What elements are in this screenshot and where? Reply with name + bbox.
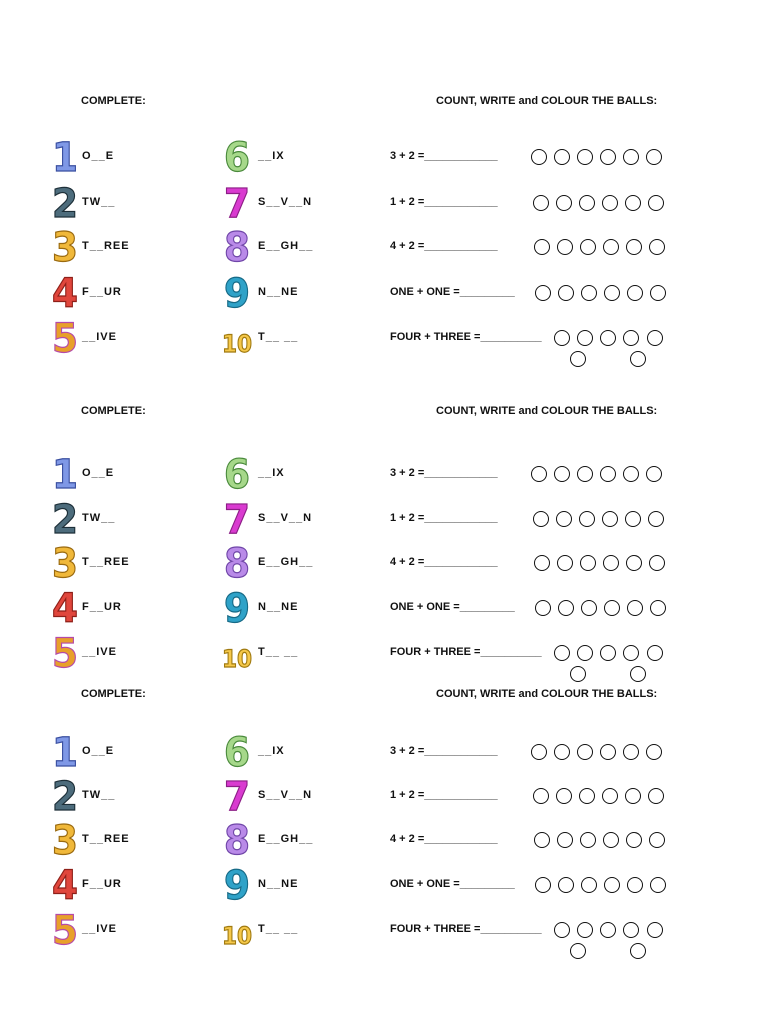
number-two-icon [50,774,80,820]
colouring-ball[interactable] [650,285,666,301]
svg-text:8: 8 [224,818,250,864]
colouring-ball[interactable] [603,239,619,255]
svg-text:1: 1 [52,135,78,181]
svg-text:7: 7 [224,774,250,820]
svg-text:8: 8 [224,541,250,587]
number-nine-icon [222,863,252,909]
addition-problem[interactable]: ONE + ONE =_________ [390,601,515,613]
missing-letter-word[interactable]: T__ __ [258,923,299,935]
colouring-ball[interactable] [570,666,586,682]
svg-text:3: 3 [52,818,78,864]
colouring-ball[interactable] [556,788,572,804]
worksheet-section [0,95,768,395]
colouring-ball[interactable] [623,645,639,661]
colouring-ball[interactable] [531,466,547,482]
colouring-ball[interactable] [650,600,666,616]
svg-text:9: 9 [224,271,250,317]
colouring-ball[interactable] [554,466,570,482]
number-nine-icon [222,271,252,317]
colouring-ball[interactable] [581,600,597,616]
svg-text:9: 9 [224,586,250,632]
colouring-ball[interactable] [533,511,549,527]
colouring-ball[interactable] [649,832,665,848]
colouring-ball[interactable] [577,149,593,165]
missing-letter-word[interactable]: F__UR [82,601,122,613]
missing-letter-word[interactable]: E__GH__ [258,833,314,845]
colouring-ball[interactable] [557,239,573,255]
colouring-ball[interactable] [627,600,643,616]
missing-letter-word[interactable]: T__REE [82,833,130,845]
worksheet-section [0,688,768,988]
number-five-icon [50,631,80,677]
colouring-ball[interactable] [623,330,639,346]
colouring-ball[interactable] [602,195,618,211]
svg-text:7: 7 [224,181,250,227]
missing-letter-word[interactable]: TW__ [82,512,116,524]
colouring-ball[interactable] [556,511,572,527]
missing-letter-word[interactable]: N__NE [258,878,299,890]
number-eight-icon [222,818,252,864]
number-seven-icon [222,774,252,820]
colouring-ball[interactable] [581,877,597,893]
colouring-ball[interactable] [602,788,618,804]
svg-text:5: 5 [52,908,78,954]
colouring-ball[interactable] [554,645,570,661]
number-three-icon [50,818,80,864]
colouring-ball[interactable] [623,922,639,938]
colouring-ball[interactable] [600,645,616,661]
colouring-ball[interactable] [535,877,551,893]
svg-text:4: 4 [52,863,78,909]
missing-letter-word[interactable]: E__GH__ [258,240,314,252]
colouring-ball[interactable] [577,922,593,938]
colouring-ball[interactable] [556,195,572,211]
colouring-ball[interactable] [570,351,586,367]
colouring-ball[interactable] [600,744,616,760]
number-ten-icon [222,318,252,358]
missing-letter-word[interactable]: E__GH__ [258,556,314,568]
missing-letter-word[interactable]: __IX [258,467,285,479]
number-eight-icon [222,541,252,587]
svg-text:3: 3 [52,541,78,587]
missing-letter-word[interactable]: T__ __ [258,646,299,658]
worksheet-section [0,405,768,705]
colouring-ball[interactable] [581,285,597,301]
number-three-icon [50,541,80,587]
number-four-icon [50,863,80,909]
number-seven-icon [222,497,252,543]
svg-text:3: 3 [52,225,78,271]
colouring-ball[interactable] [630,666,646,682]
colouring-ball[interactable] [531,149,547,165]
number-six-icon [222,730,252,776]
colouring-ball[interactable] [647,922,663,938]
addition-problem[interactable]: 3 + 2 =____________ [390,467,498,479]
svg-text:2: 2 [52,774,78,820]
colouring-ball[interactable] [554,922,570,938]
colouring-ball[interactable] [558,877,574,893]
colouring-ball[interactable] [600,466,616,482]
number-nine-icon [222,586,252,632]
colouring-ball[interactable] [534,555,550,571]
colouring-ball[interactable] [558,285,574,301]
colouring-ball[interactable] [579,511,595,527]
missing-letter-word[interactable]: S__V__N [258,512,313,524]
colouring-ball[interactable] [580,555,596,571]
svg-text:6: 6 [224,452,250,498]
svg-text:5: 5 [52,631,78,677]
colouring-ball[interactable] [630,943,646,959]
colouring-ball[interactable] [646,744,662,760]
addition-problem[interactable]: ONE + ONE =_________ [390,878,515,890]
colouring-ball[interactable] [600,922,616,938]
colouring-ball[interactable] [533,788,549,804]
count-write-colour-heading: COUNT, WRITE and COLOUR THE BALLS: [436,405,658,417]
colouring-ball[interactable] [604,285,620,301]
colouring-ball[interactable] [623,466,639,482]
svg-text:10: 10 [222,330,252,358]
number-seven-icon [222,181,252,227]
number-two-icon [50,181,80,227]
missing-letter-word[interactable]: __IVE [82,331,117,343]
colouring-ball[interactable] [579,788,595,804]
complete-heading: COMPLETE: [81,95,146,107]
number-two-icon [50,497,80,543]
number-five-icon [50,316,80,362]
colouring-ball[interactable] [558,600,574,616]
colouring-ball[interactable] [648,788,664,804]
missing-letter-word[interactable]: N__NE [258,286,299,298]
colouring-ball[interactable] [626,239,642,255]
svg-text:1: 1 [52,730,78,776]
svg-text:5: 5 [52,316,78,362]
colouring-ball[interactable] [554,149,570,165]
colouring-ball[interactable] [623,149,639,165]
colouring-ball[interactable] [603,832,619,848]
addition-problem[interactable]: 1 + 2 =____________ [390,789,498,801]
colouring-ball[interactable] [627,877,643,893]
addition-problem[interactable]: 4 + 2 =____________ [390,556,498,568]
count-write-colour-heading: COUNT, WRITE and COLOUR THE BALLS: [436,95,658,107]
missing-letter-word[interactable]: O__E [82,150,115,162]
colouring-ball[interactable] [648,195,664,211]
colouring-ball[interactable] [649,239,665,255]
colouring-ball[interactable] [577,744,593,760]
colouring-ball[interactable] [533,195,549,211]
addition-problem[interactable]: 3 + 2 =____________ [390,745,498,757]
addition-problem[interactable]: ONE + ONE =_________ [390,286,515,298]
number-four-icon [50,586,80,632]
svg-text:10: 10 [222,645,252,673]
number-four-icon [50,271,80,317]
svg-text:4: 4 [52,586,78,632]
colouring-ball[interactable] [625,511,641,527]
colouring-ball[interactable] [650,877,666,893]
complete-heading: COMPLETE: [81,688,146,700]
colouring-ball[interactable] [646,466,662,482]
colouring-ball[interactable] [554,744,570,760]
svg-text:6: 6 [224,730,250,776]
addition-problem[interactable]: 4 + 2 =____________ [390,240,498,252]
colouring-ball[interactable] [580,832,596,848]
colouring-ball[interactable] [625,195,641,211]
colouring-ball[interactable] [577,645,593,661]
colouring-ball[interactable] [602,511,618,527]
number-six-icon [222,135,252,181]
colouring-ball[interactable] [625,788,641,804]
missing-letter-word[interactable]: O__E [82,467,115,479]
colouring-ball[interactable] [534,832,550,848]
colouring-ball[interactable] [623,744,639,760]
colouring-ball[interactable] [577,466,593,482]
number-one-icon [50,135,80,181]
colouring-ball[interactable] [646,149,662,165]
number-one-icon [50,730,80,776]
svg-text:6: 6 [224,135,250,181]
number-one-icon [50,452,80,498]
svg-text:2: 2 [52,497,78,543]
svg-text:2: 2 [52,181,78,227]
colouring-ball[interactable] [603,555,619,571]
colouring-ball[interactable] [647,645,663,661]
missing-letter-word[interactable]: S__V__N [258,196,313,208]
colouring-ball[interactable] [626,555,642,571]
missing-letter-word[interactable]: O__E [82,745,115,757]
colouring-ball[interactable] [648,511,664,527]
number-five-icon [50,908,80,954]
number-six-icon [222,452,252,498]
count-write-colour-heading: COUNT, WRITE and COLOUR THE BALLS: [436,688,658,700]
number-ten-icon [222,910,252,950]
colouring-ball[interactable] [604,877,620,893]
colouring-ball[interactable] [580,239,596,255]
colouring-ball[interactable] [531,744,547,760]
missing-letter-word[interactable]: TW__ [82,196,116,208]
number-three-icon [50,225,80,271]
colouring-ball[interactable] [630,351,646,367]
addition-problem[interactable]: 3 + 2 =____________ [390,150,498,162]
colouring-ball[interactable] [557,832,573,848]
colouring-ball[interactable] [535,600,551,616]
addition-problem[interactable]: 1 + 2 =____________ [390,512,498,524]
svg-text:9: 9 [224,863,250,909]
colouring-ball[interactable] [534,239,550,255]
missing-letter-word[interactable]: F__UR [82,878,122,890]
colouring-ball[interactable] [557,555,573,571]
missing-letter-word[interactable]: S__V__N [258,789,313,801]
missing-letter-word[interactable]: T__REE [82,240,130,252]
number-eight-icon [222,225,252,271]
missing-letter-word[interactable]: N__NE [258,601,299,613]
svg-text:7: 7 [224,497,250,543]
missing-letter-word[interactable]: T__REE [82,556,130,568]
svg-text:4: 4 [52,271,78,317]
colouring-ball[interactable] [577,330,593,346]
addition-problem[interactable]: 1 + 2 =____________ [390,196,498,208]
missing-letter-word[interactable]: __IX [258,150,285,162]
svg-text:10: 10 [222,922,252,950]
addition-problem[interactable]: FOUR + THREE =__________ [390,923,542,935]
colouring-ball[interactable] [570,943,586,959]
missing-letter-word[interactable]: F__UR [82,286,122,298]
colouring-ball[interactable] [626,832,642,848]
addition-problem[interactable]: FOUR + THREE =__________ [390,646,542,658]
addition-problem[interactable]: FOUR + THREE =__________ [390,331,542,343]
colouring-ball[interactable] [579,195,595,211]
missing-letter-word[interactable]: __IX [258,745,285,757]
colouring-ball[interactable] [535,285,551,301]
svg-text:1: 1 [52,452,78,498]
colouring-ball[interactable] [649,555,665,571]
colouring-ball[interactable] [600,330,616,346]
addition-problem[interactable]: 4 + 2 =____________ [390,833,498,845]
colouring-ball[interactable] [600,149,616,165]
svg-text:8: 8 [224,225,250,271]
missing-letter-word[interactable]: T__ __ [258,331,299,343]
missing-letter-word[interactable]: __IVE [82,923,117,935]
missing-letter-word[interactable]: __IVE [82,646,117,658]
colouring-ball[interactable] [604,600,620,616]
number-ten-icon [222,633,252,673]
missing-letter-word[interactable]: TW__ [82,789,116,801]
colouring-ball[interactable] [554,330,570,346]
colouring-ball[interactable] [627,285,643,301]
complete-heading: COMPLETE: [81,405,146,417]
colouring-ball[interactable] [647,330,663,346]
